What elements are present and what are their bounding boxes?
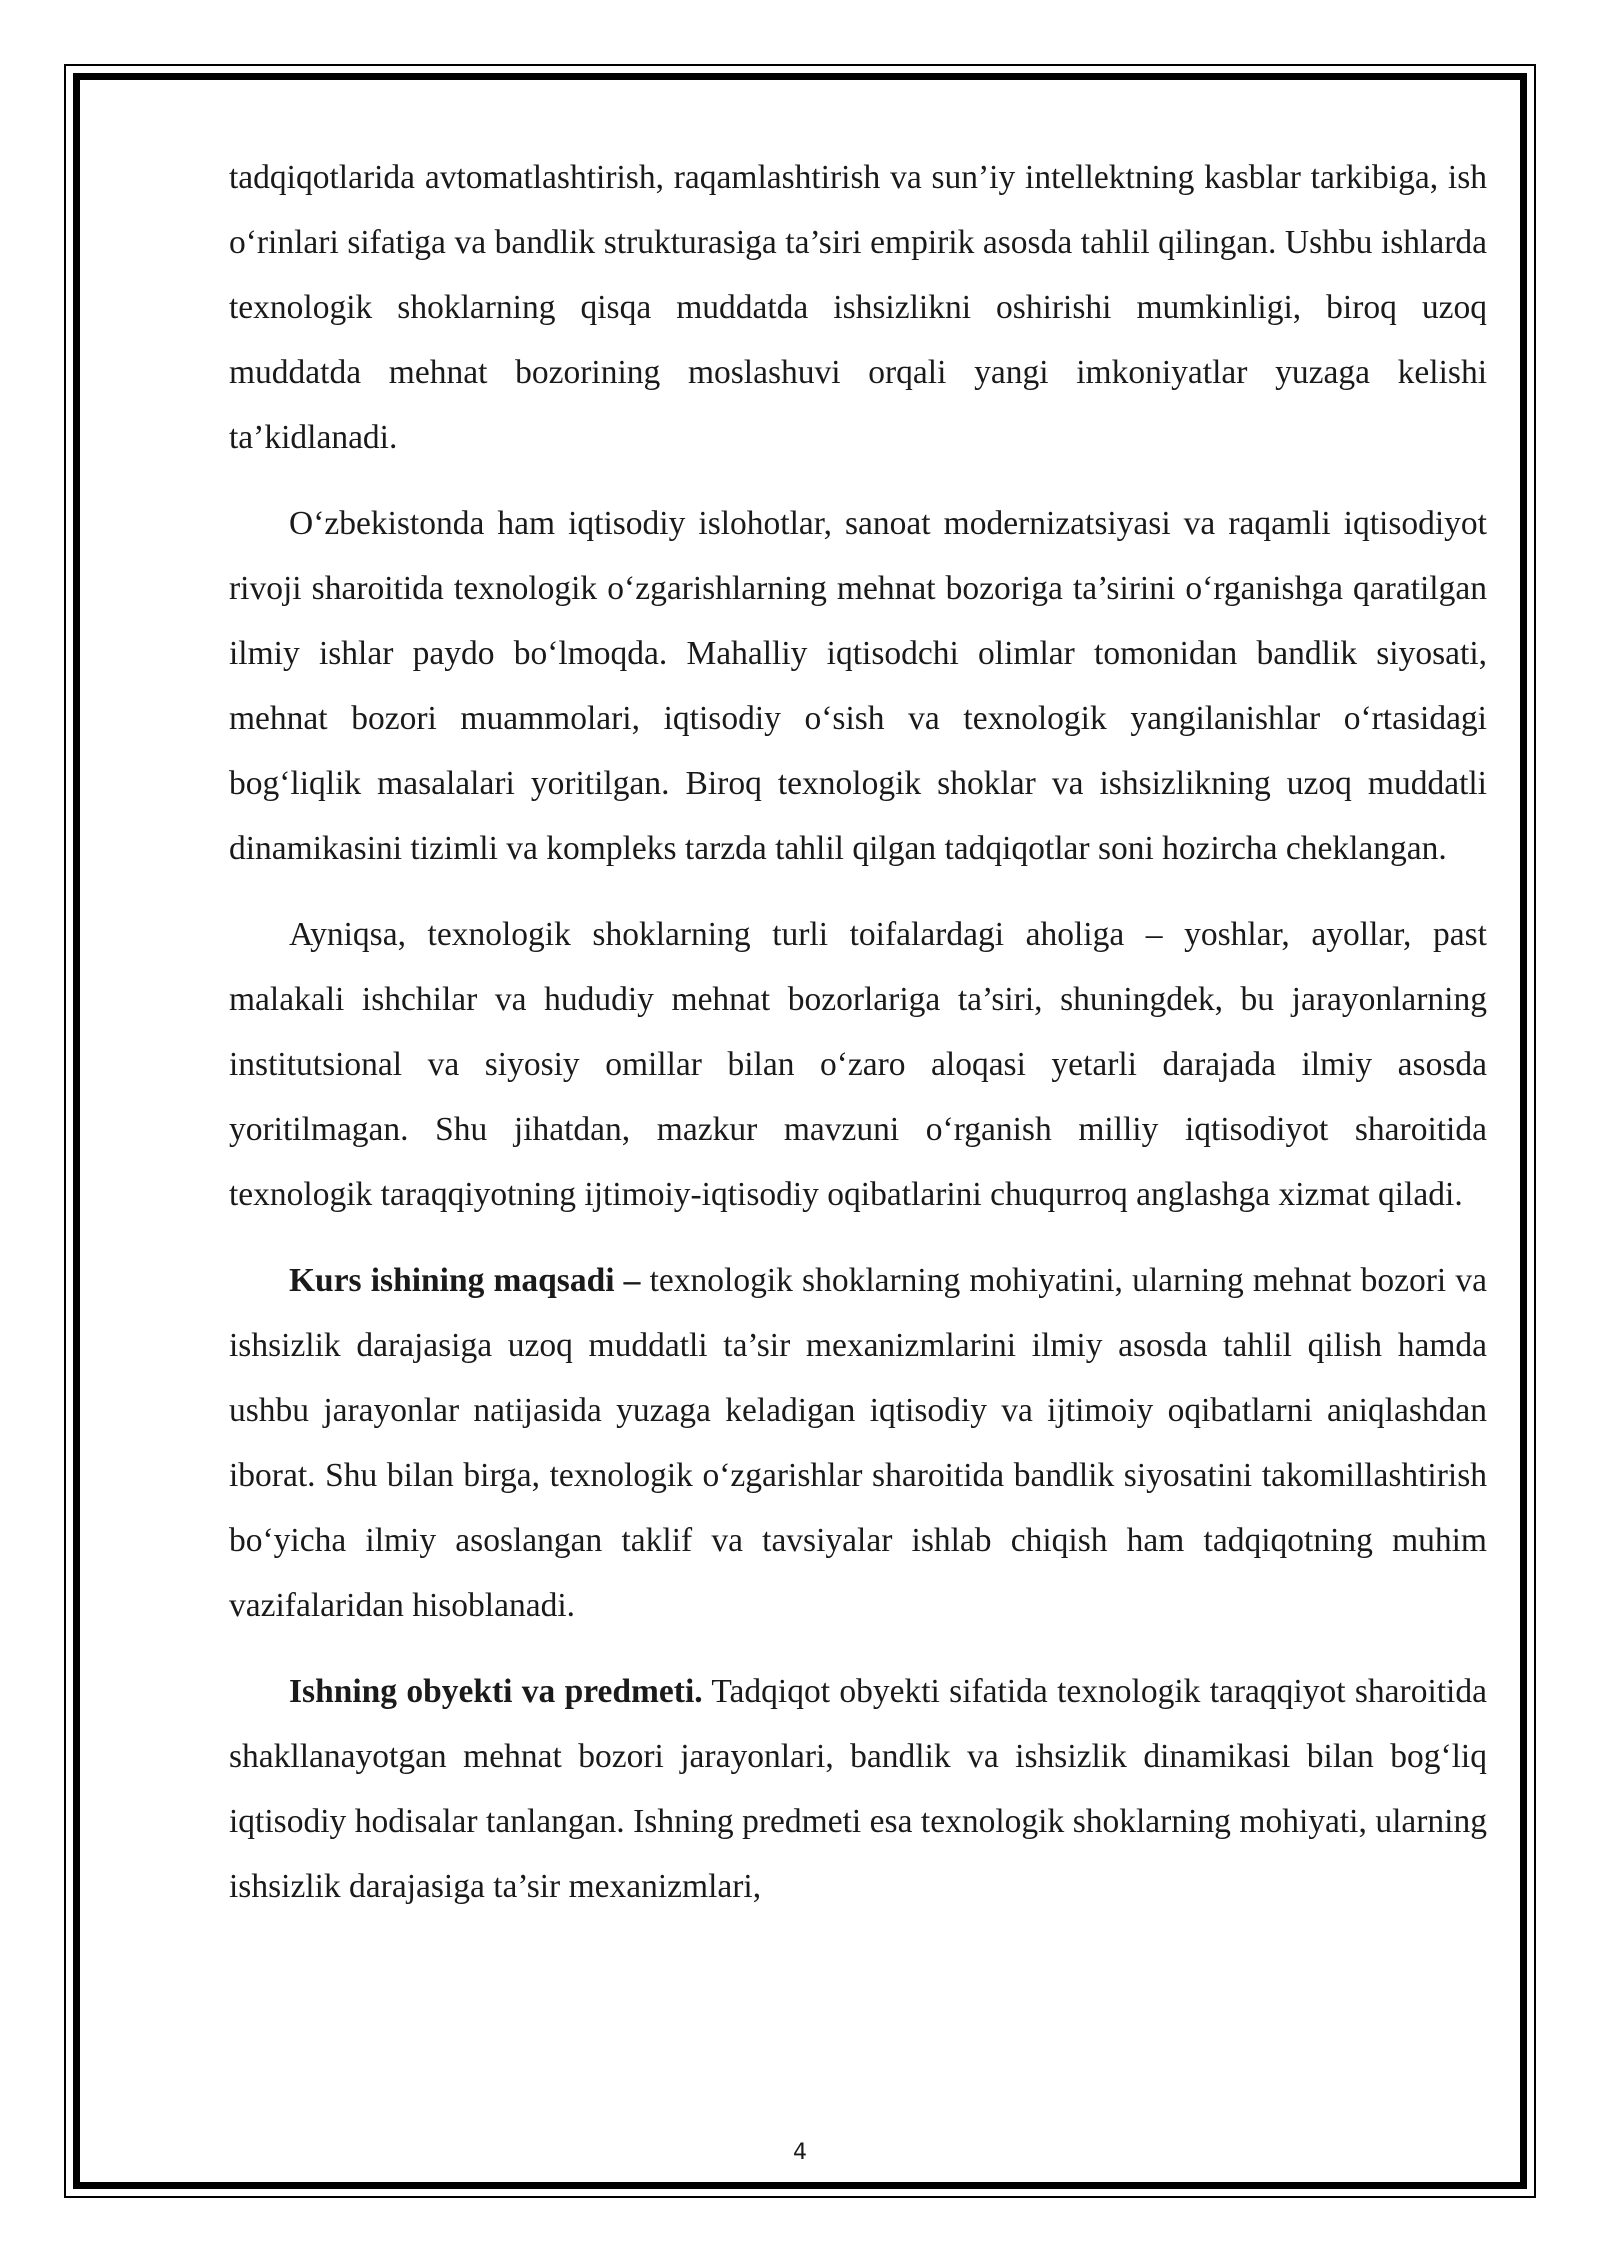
paragraph-2-text: O‘zbekistonda ham iqtisodiy islohotlar, sanoat modernizatsiyasi va raqamli iqtisodiyot rivoji sharoitida texnologik o‘zgarishlarning mehnat bozoriga ta’sirini o‘rganishga qaratilgan ilmiy ishlar paydo bo‘lmoqda. Mahalliy iqtisodchi olimlar tomonidan bandlik siyosati, mehnat bozori muammolari, iqtisodiy o‘sish va texnologik yangilanishlar o‘rtasidagi bog‘liqlik masalalari yoritilgan. Biroq texnologik shoklar va ishsizlikning uzoq muddatli dinamikasini tizimli va kompleks tarzda tahlil qilgan tadqiqotlar soni hozircha cheklangan. — [229, 505, 1487, 867]
paragraph-1-text: tadqiqotlarida avtomatlashtirish, raqamlashtirish va sun’iy intellektning kasblar tarkibiga, ish o‘rinlari sifatiga va bandlik strukturasiga ta’siri empirik asosda tahlil qilingan. Ushbu ishlarda texnologik shoklarning qisqa muddatda ishsizlikni oshirishi mumkinligi, biroq uzoq muddatda mehnat bozorining moslashuvi orqali yangi imkoniyatlar yuzaga kelishi ta’kidlanadi. — [229, 159, 1487, 456]
paragraph-5-text: Tadqiqot obyekti sifatida texnologik taraqqiyot sharoitida shakllanayotgan mehnat bozori jarayonlari, bandlik va ishsizlik dinamikasi bilan bog‘liq iqtisodiy hodisalar tanlangan. Ishning predmeti esa texnologik shoklarning mohiyati, ularning ishsizlik darajasiga ta’sir mexanizmlari, — [229, 1673, 1487, 1905]
paragraph-5-heading: Ishning obyekti va predmeti. — [289, 1673, 703, 1710]
paragraph-3-text: Ayniqsa, texnologik shoklarning turli toifalardagi aholiga – yoshlar, ayollar, past malakali ishchilar va hududiy mehnat bozorlariga ta’siri, shuningdek, bu jarayonlarning institutsional va siyosiy omillar bilan o‘zaro aloqasi yetarli darajada ilmiy asosda yoritilmagan. Shu jihatdan, mazkur mavzuni o‘rganish milliy iqtisodiyot sharoitida texnologik taraqqiyotning ijtimoiy-iqtisodiy oqibatlarini chuqurroq anglashga xizmat qiladi. — [229, 916, 1487, 1213]
paragraph-4 — [229, 1248, 1487, 1638]
paragraph-5 — [229, 1659, 1487, 1919]
paragraph-3 — [229, 902, 1487, 1227]
paragraph-2 — [229, 491, 1487, 881]
document-body — [229, 145, 1487, 1940]
paragraph-1 — [229, 145, 1487, 470]
paragraph-4-text: texnologik shoklarning mohiyatini, ularning mehnat bozori va ishsizlik darajasiga uzoq muddatli ta’sir mexanizmlarini ilmiy asosda tahlil qilish hamda ushbu jarayonlar natijasida yuzaga keladigan iqtisodiy va ijtimoiy oqibatlarni aniqlashdan iborat. Shu bilan birga, texnologik o‘zgarishlar sharoitida bandlik siyosatini takomillashtirish bo‘yicha ilmiy asoslangan taklif va tavsiyalar ishlab chiqish ham tadqiqotning muhim vazifalaridan hisoblanadi. — [229, 1262, 1487, 1624]
paragraph-4-heading: Kurs ishining maqsadi – — [289, 1262, 641, 1299]
page-number: 4 — [793, 2140, 807, 2165]
